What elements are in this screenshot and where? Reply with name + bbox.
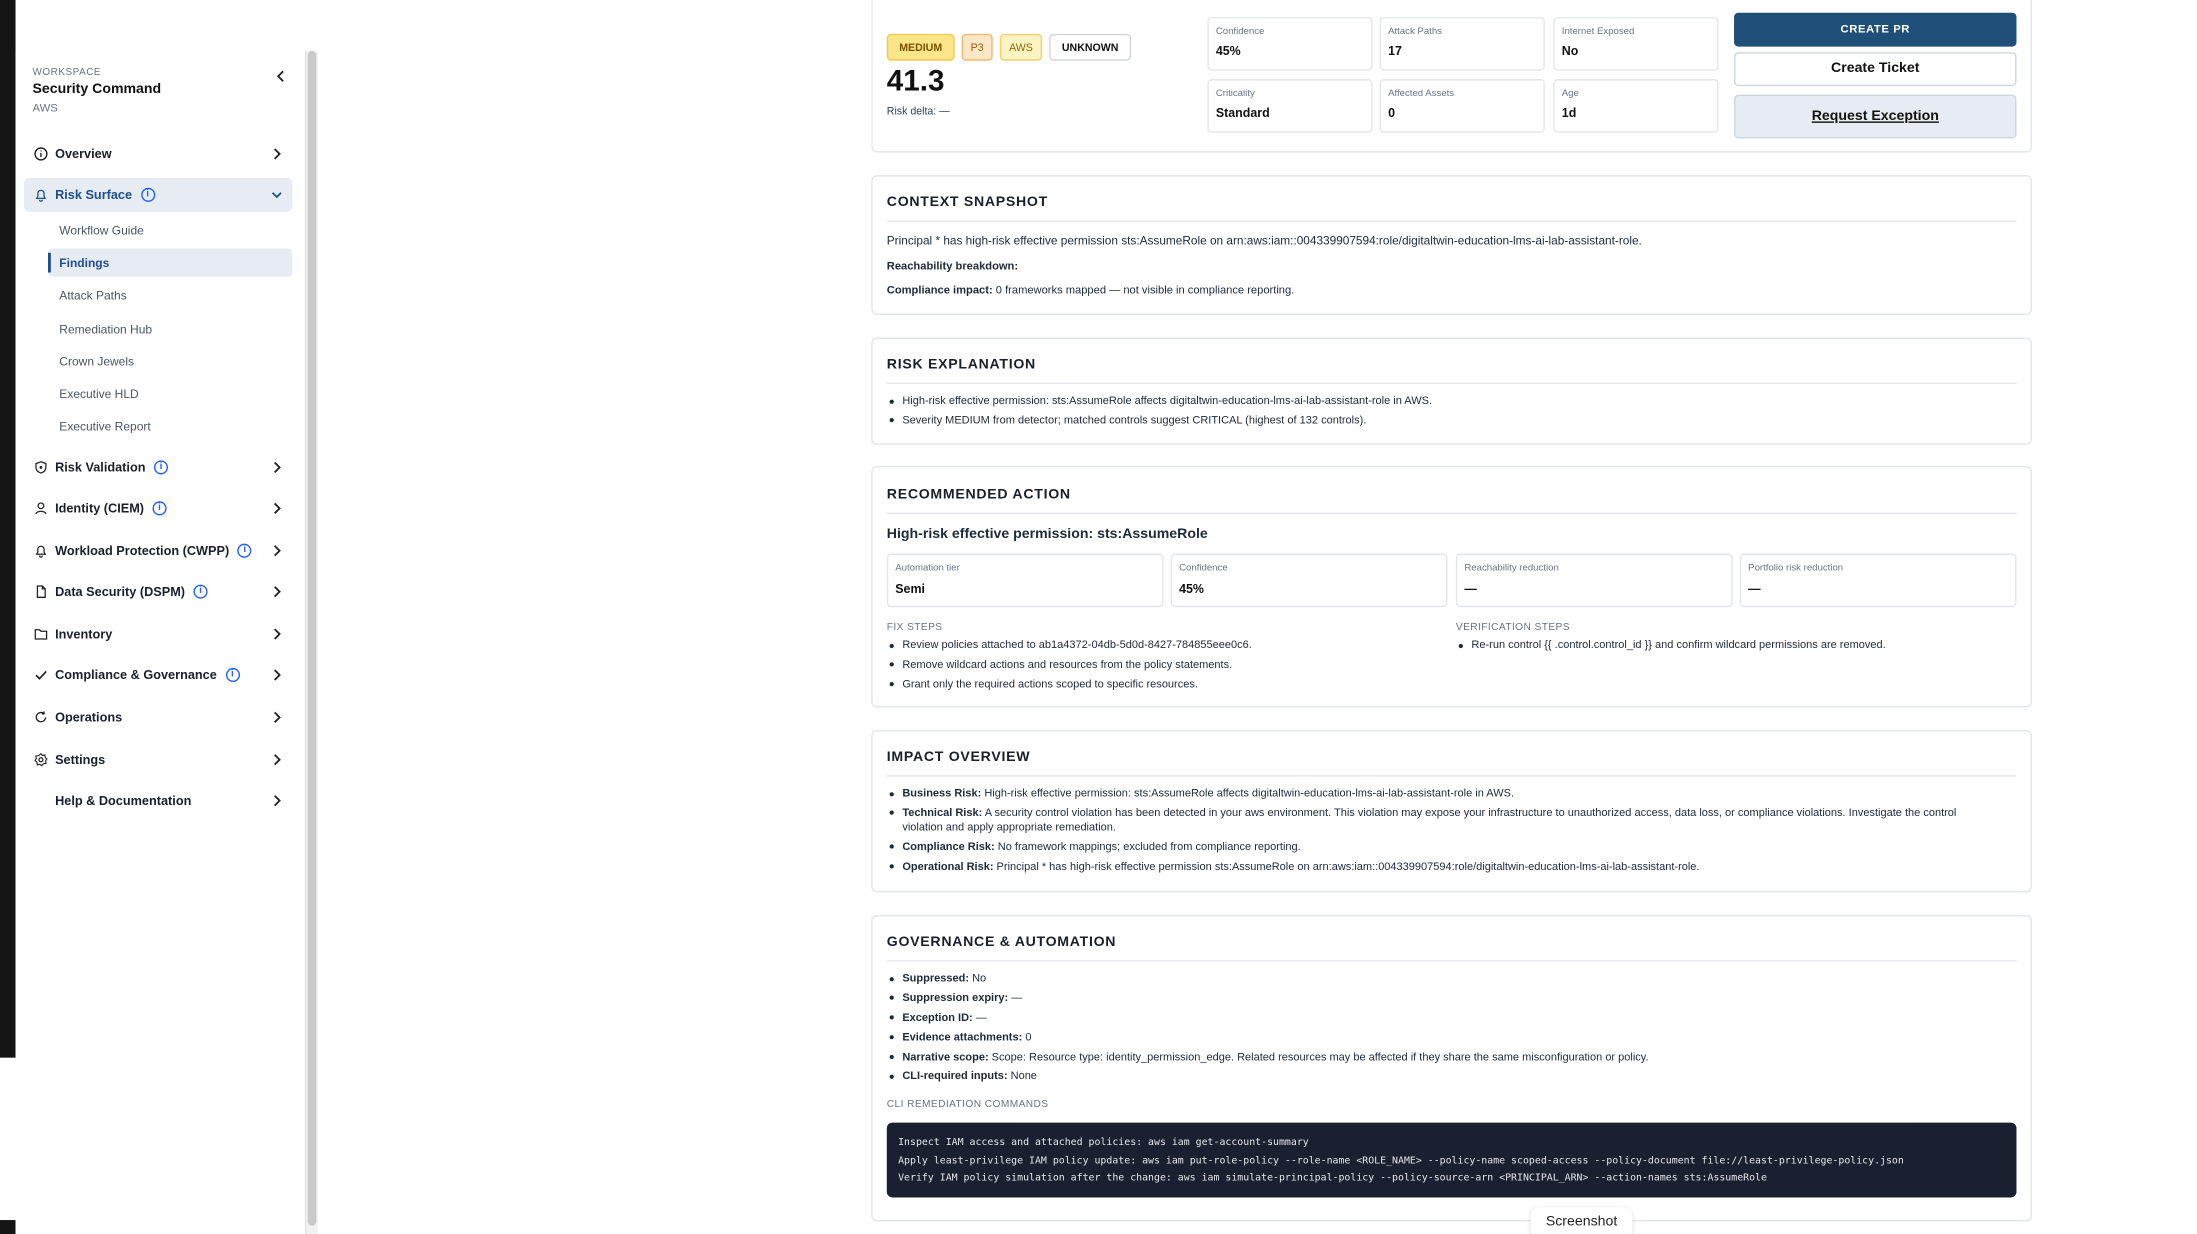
chevron-down-icon — [270, 186, 284, 203]
divider — [887, 383, 2017, 384]
nav-risk-surface-label: Risk Surface — [55, 187, 133, 202]
sidebar-item-executive-hld[interactable]: Executive HLD — [59, 386, 139, 402]
chevron-right-icon — [270, 145, 284, 162]
list-item: High-risk effective permission: sts:AssumeRole affects digitaltwin-education-lms-ai-lab-assistant-role in AWS. — [887, 394, 1988, 408]
metric-value: 17 — [1388, 43, 1402, 58]
left-dark-strip-bottom — [0, 1220, 16, 1234]
nav-help-label: Help & Documentation — [55, 793, 192, 808]
shield-icon — [32, 459, 49, 476]
section-title: RECOMMENDED ACTION — [886, 487, 1071, 503]
divider — [887, 775, 2017, 776]
info-circle-icon — [32, 145, 49, 162]
section-title: IMPACT OVERVIEW — [886, 749, 1031, 766]
impact-label: Technical Risk: — [902, 806, 983, 819]
reachability-label: Reachability breakdown: — [886, 259, 1019, 273]
governance-value: — — [972, 1010, 987, 1024]
list-item: Re-run control {{ .control.control_id }} and confirm wildcard permissions are removed. — [1456, 638, 2017, 652]
priority-badge: P3 — [962, 34, 993, 61]
mini-value: Semi — [895, 581, 925, 596]
list-item — [887, 860, 1988, 874]
section-title: RISK EXPLANATION — [886, 357, 1036, 373]
mini-label: Automation tier — [895, 563, 960, 574]
cli-commands-label: CLI REMEDIATION COMMANDS — [886, 1097, 1049, 1110]
list-item: Review policies attached to ab1a4372-04db-5d0d-8427-784855eee0c6. — [887, 638, 1438, 652]
workspace-label: WORKSPACE — [32, 67, 102, 78]
nav-identity-label: Identity (CIEM) — [55, 501, 145, 516]
action-heading: High-risk effective permission: sts:AssumeRole — [886, 526, 1208, 543]
sidebar-item-workflow-guide[interactable]: Workflow Guide — [59, 223, 144, 238]
mini-label: Confidence — [1179, 563, 1228, 574]
file-icon — [32, 583, 49, 600]
risk-explanation-list — [887, 394, 1988, 433]
nav-risk-surface[interactable] — [24, 178, 292, 212]
nav-identity[interactable] — [24, 491, 292, 525]
list-item — [887, 787, 1988, 801]
sidebar-item-crown-jewels[interactable]: Crown Jewels — [59, 354, 135, 369]
nav-operations[interactable] — [24, 700, 292, 734]
chevron-right-icon — [270, 459, 284, 476]
info-icon[interactable]: i — [153, 501, 167, 515]
screenshot-tooltip: Screenshot — [1531, 1207, 1633, 1234]
compliance-impact-label: Compliance impact: — [886, 283, 993, 297]
fix-steps-label: FIX STEPS — [886, 619, 943, 633]
chevron-right-icon — [270, 583, 284, 600]
nav-workload-protection-label: Workload Protection (CWPP) — [55, 543, 230, 558]
nav-compliance[interactable] — [24, 658, 292, 692]
sidebar-scrollbar[interactable] — [305, 51, 318, 1234]
metric-label: Age — [1561, 88, 1579, 99]
list-item — [887, 840, 1988, 854]
sidebar-item-executive-report[interactable]: Executive Report — [59, 419, 151, 434]
sidebar-item-findings[interactable]: Findings — [48, 249, 292, 277]
info-icon[interactable]: i — [141, 188, 155, 202]
chevron-right-icon — [270, 792, 284, 809]
metric-attack-paths — [1380, 17, 1545, 71]
mini-value: — — [1464, 581, 1477, 596]
metric-label: Internet Exposed — [1561, 26, 1635, 37]
chevron-right-icon — [270, 626, 284, 643]
folder-icon — [32, 626, 49, 643]
metric-value: 45% — [1215, 43, 1241, 58]
metric-affected-assets — [1380, 79, 1545, 133]
bell-icon — [32, 542, 49, 559]
status-badge: UNKNOWN — [1049, 34, 1131, 61]
risk-delta: Risk delta: — — [886, 104, 950, 118]
impact-text: High-risk effective permission: sts:AssumeRole affects digitaltwin-education-lms-ai-lab-assistant-role in AWS. — [981, 786, 1515, 800]
section-title: CONTEXT SNAPSHOT — [886, 194, 1048, 211]
mini-label: Reachability reduction — [1464, 563, 1559, 574]
cli-line: Inspect IAM access and attached policies: aws iam get-account-summary — [898, 1136, 1309, 1149]
metric-age — [1553, 79, 1718, 133]
fix-steps-list — [887, 638, 1438, 697]
governance-value: Scope: Resource type: identity_permission_edge. Related resources may be affected if they share the same misconfiguration or policy. — [988, 1049, 1649, 1063]
refresh-icon — [32, 709, 49, 726]
info-icon[interactable]: i — [194, 585, 208, 599]
request-exception-button[interactable]: Request Exception — [1734, 95, 2016, 139]
mini-confidence — [1171, 554, 1448, 608]
metric-label: Affected Assets — [1388, 88, 1455, 99]
create-pr-button[interactable]: CREATE PR — [1734, 13, 2016, 47]
governance-list — [887, 972, 1988, 1090]
principal-text: Principal * has high-risk effective permission sts:AssumeRole on arn:aws:iam::004339907594:role/digitaltwin-education-lms-ai-lab-assistant-role. — [886, 232, 1642, 248]
impact-text: A security control violation has been detected in your aws environment. This violation may expose your infrastructure to unauthorized access, data loss, or compliance violations. Investigate the control violation and apply appropriate remediation. — [902, 806, 1957, 834]
divider — [887, 960, 2017, 961]
nav-overview-label: Overview — [55, 146, 112, 161]
create-ticket-button[interactable]: Create Ticket — [1734, 52, 2016, 86]
governance-value: No — [969, 971, 987, 985]
nav-inventory-label: Inventory — [55, 626, 113, 642]
nav-workload-protection[interactable] — [24, 534, 292, 568]
nav-operations-label: Operations — [55, 710, 123, 725]
governance-label: Exception ID: — [902, 1010, 973, 1024]
impact-label: Operational Risk: — [902, 859, 994, 873]
info-icon[interactable]: i — [225, 668, 239, 682]
metric-internet-exposed — [1553, 17, 1718, 71]
verification-steps-list — [1456, 638, 2017, 658]
metric-value: Standard — [1215, 105, 1270, 121]
mini-automation-tier — [887, 554, 1164, 608]
user-icon — [32, 500, 49, 517]
nav-data-security[interactable] — [24, 575, 292, 609]
provider-badge: AWS — [1000, 34, 1042, 61]
metric-value: No — [1561, 43, 1579, 58]
check-icon — [32, 667, 49, 684]
governance-value: — — [1008, 991, 1023, 1004]
governance-value: None — [1007, 1069, 1037, 1083]
metric-label: Criticality — [1215, 88, 1255, 99]
impact-text: Principal * has high-risk effective permission sts:AssumeRole on arn:aws:iam::004339907594:role/digitaltwin-education-lms-ai-lab-assistant-role. — [993, 859, 1700, 873]
divider — [887, 220, 2017, 221]
impact-list — [887, 787, 1988, 880]
scrollbar-thumb[interactable] — [308, 51, 316, 1226]
mini-portfolio-risk-reduction — [1740, 554, 2017, 608]
mini-value: 45% — [1179, 581, 1204, 596]
risk-score: 41.3 — [886, 64, 945, 98]
nav-risk-validation-label: Risk Validation — [55, 460, 146, 475]
chevron-right-icon — [270, 542, 284, 559]
governance-label: Evidence attachments: — [902, 1030, 1023, 1044]
metric-confidence — [1207, 17, 1372, 71]
context-snapshot-card — [871, 175, 2032, 315]
verification-steps-label: VERIFICATION STEPS — [1455, 619, 1570, 633]
list-item — [887, 991, 1988, 1005]
chevron-right-icon — [270, 709, 284, 726]
recommended-action-card — [871, 466, 2032, 707]
chevron-left-icon — [274, 69, 288, 83]
nav-settings[interactable] — [24, 743, 292, 777]
nav-compliance-label: Compliance & Governance — [55, 667, 217, 683]
severity-badge: MEDIUM — [887, 34, 955, 61]
list-item — [887, 806, 1988, 835]
compliance-impact-value: 0 frameworks mapped — not visible in compliance reporting. — [992, 283, 1295, 297]
list-item — [887, 1030, 1988, 1044]
governance-card — [871, 915, 2032, 1221]
metric-value: 1d — [1561, 105, 1577, 121]
list-item — [887, 972, 1988, 986]
gear-icon — [32, 751, 49, 768]
collapse-sidebar-button[interactable] — [271, 68, 291, 88]
bell-icon — [32, 186, 49, 203]
list-item — [887, 1011, 1988, 1025]
cli-line: Apply least-privilege IAM policy update: aws iam put-role-policy --role-name <ROLE_NAME> --policy-name scoped-access --policy-document file://least-privilege-policy.json — [898, 1154, 1904, 1166]
workspace-subtitle: AWS — [32, 101, 58, 115]
list-item: Remove wildcard actions and resources from the policy statements. — [887, 658, 1438, 672]
list-item — [887, 1050, 1988, 1064]
sidebar-item-attack-paths[interactable]: Attack Paths — [59, 288, 127, 303]
list-item — [887, 1070, 1988, 1084]
list-item: Grant only the required actions scoped to specific resources. — [887, 677, 1438, 691]
sidebar-item-remediation-hub[interactable]: Remediation Hub — [59, 321, 153, 337]
left-dark-strip — [0, 0, 16, 1058]
governance-label: Suppressed: — [902, 971, 970, 985]
list-item: Severity MEDIUM from detector; matched controls suggest CRITICAL (highest of 132 controls). — [887, 414, 1988, 428]
nav-inventory[interactable] — [24, 617, 292, 651]
mini-value: — — [1748, 581, 1761, 596]
cli-line: Verify IAM policy simulation after the change: aws iam simulate-principal-policy --policy-source-arn <PRINCIPAL_ARN> --action-names sts:AssumeRole — [898, 1172, 1767, 1184]
workspace-title: Security Command — [32, 81, 162, 98]
chevron-right-icon — [270, 751, 284, 768]
metric-criticality — [1207, 79, 1372, 133]
metric-label: Attack Paths — [1388, 26, 1442, 37]
compliance-impact — [887, 284, 1295, 297]
nav-data-security-label: Data Security (DSPM) — [55, 584, 186, 599]
governance-label: CLI-required inputs: — [902, 1069, 1008, 1083]
info-icon[interactable]: i — [154, 460, 168, 474]
governance-label: Narrative scope: — [902, 1049, 989, 1063]
mini-reachability-reduction — [1456, 554, 1733, 608]
impact-label: Business Risk: — [902, 786, 982, 800]
impact-text: No framework mappings; excluded from compliance reporting. — [994, 840, 1301, 853]
mini-label: Portfolio risk reduction — [1748, 563, 1844, 574]
metric-label: Confidence — [1215, 26, 1265, 37]
nav-settings-label: Settings — [55, 752, 106, 767]
sidebar — [16, 51, 307, 1234]
risk-explanation-card — [871, 337, 2032, 444]
governance-label: Suppression expiry: — [902, 991, 1009, 1004]
chevron-right-icon — [270, 500, 284, 517]
nav-risk-validation[interactable] — [24, 450, 292, 484]
divider — [887, 513, 2017, 514]
impact-overview-card — [871, 730, 2032, 892]
nav-overview[interactable] — [24, 137, 292, 171]
metric-value: 0 — [1388, 105, 1396, 121]
nav-help[interactable] — [24, 784, 292, 818]
governance-value: 0 — [1022, 1030, 1032, 1044]
cli-code-block[interactable] — [887, 1123, 2017, 1198]
chevron-right-icon — [270, 667, 284, 684]
impact-label: Compliance Risk: — [902, 840, 995, 853]
section-title: GOVERNANCE & AUTOMATION — [886, 934, 1117, 951]
info-icon[interactable]: i — [238, 544, 252, 558]
